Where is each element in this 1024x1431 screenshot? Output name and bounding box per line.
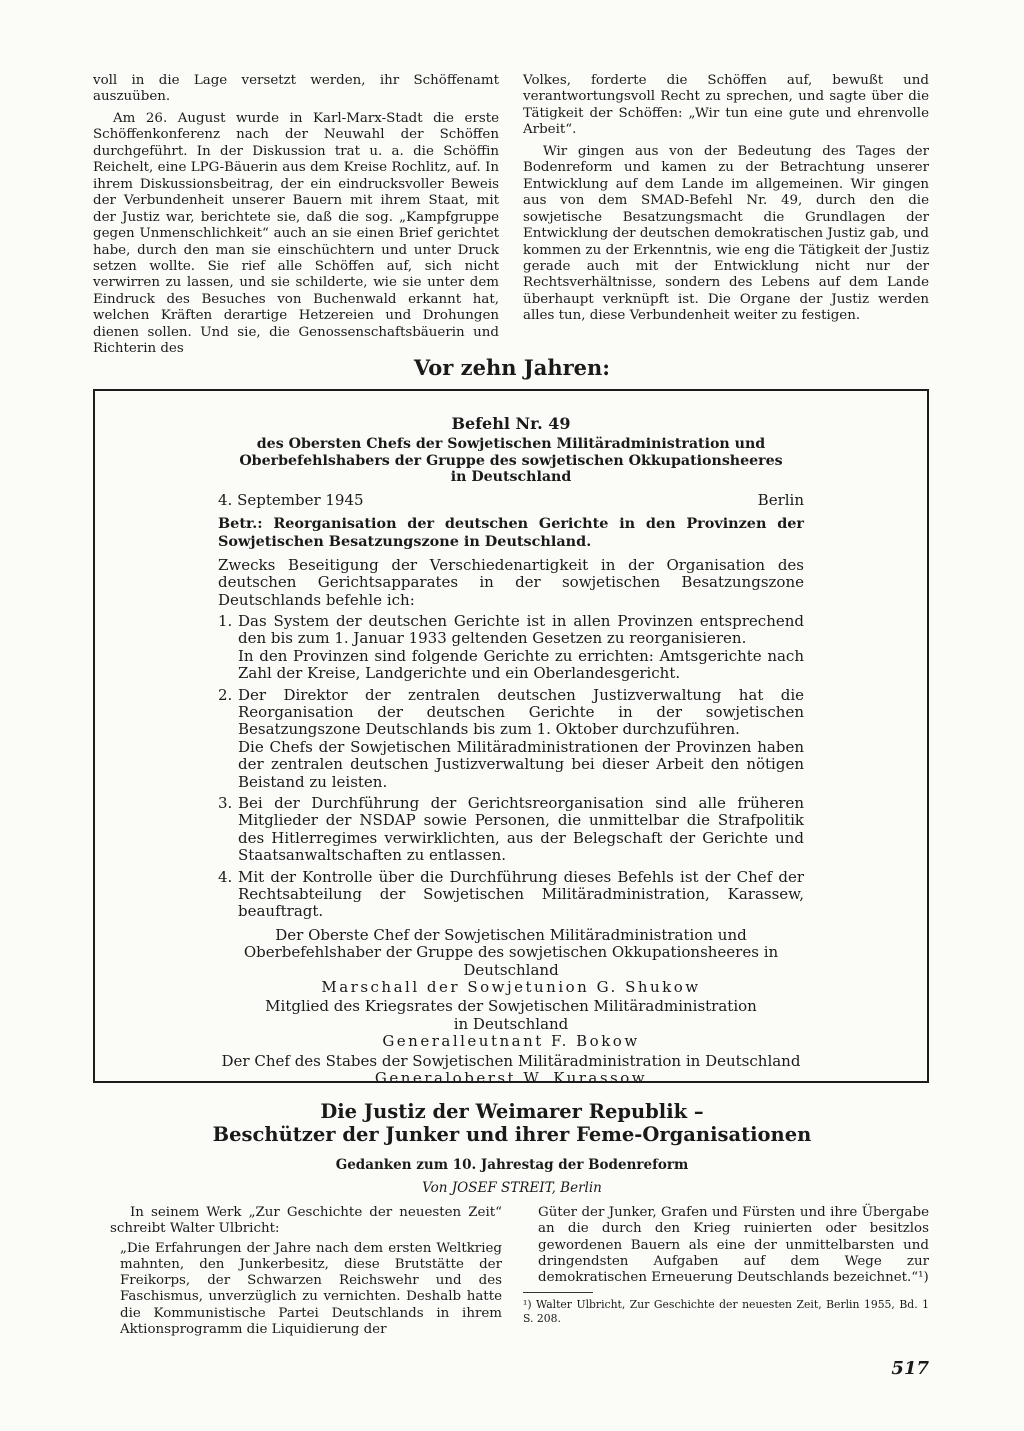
item-number: 4. [218,867,233,886]
order-content [218,414,804,1087]
paragraph: Wir gingen aus von der Bedeutung des Tages der Bodenreform und kamen zu der Betrachtung unserer Entwicklung auf dem Lande im allgemeinen. Wir gingen aus von dem SMAD-Befehl Nr. 49, durch den die sowjetische Besatzungsmacht die Grundlagen der Entwicklung der deutschen demokratischen Justiz gab, und kommen zu der Erkenntnis, wie eng die Tätigkeit der Justiz gerade auch mit der Entwicklung nicht nur der Rechtsverhältnisse, sondern des Lebens auf dem Lande überhaupt verknüpft ist. Die Organe der Justiz werden alles tun, diese Verbundenheit weiter zu festigen. [523,143,929,324]
order-intro: Zwecks Beseitigung der Verschiedenartigkeit in der Organisation des deutschen Gerichtsapparates in der sowjetischen Besatzungszone Deutschlands befehle ich: [218,555,804,609]
signature-block-2 [218,998,804,1050]
article-title [0,1100,1024,1146]
section-heading: Vor zehn Jahren: [413,355,611,380]
signature-text: Der Oberste Chef der Sowjetischen Militäradministration und Oberbefehlshaber der Gruppe des sowjetischen Okkupationsheeres in Deutschland [243,925,779,979]
item-text: Mit der Kontrolle über die Durchführung dieses Befehls ist der Chef der Rechtsabteilung der Sowjetischen Militäradministration, Karassew, beauftragt. [238,867,804,921]
order-item [218,795,804,865]
signature-block-3 [218,1053,804,1088]
order-items [218,613,804,921]
order-title: Befehl Nr. 49 [451,414,571,433]
order-item [218,869,804,921]
top-left-column [93,73,499,358]
issuer-line: Oberbefehlshabers der Gruppe des sowjetischen Okkupationsheeres [239,452,783,469]
signature-name: Generalleutnant F. Bokow [382,1032,640,1051]
order-place: Berlin [757,491,804,510]
article-left-column [110,1205,502,1338]
item-text: Bei der Durchführung der Gerichtsreorganisation sind alle früheren Mitglieder der NSDAP sowie Personen, die unmittelbar die Strafpolitik des Hitlerregimes verwirklichten, aus der Belegschaft der Gerichte und Staatsanwaltschaften zu entlassen. [238,793,804,865]
footnote-divider [523,1292,593,1293]
page-number: 517 [891,1358,929,1379]
article-subtitle: Gedanken zum 10. Jahrestag der Bodenreform [335,1157,689,1173]
order-item [218,613,804,683]
article-author: Von JOSEF STREIT, Berlin [422,1180,602,1196]
order-item [218,687,804,791]
article-title-line: Beschützer der Junker und ihrer Feme-Organisationen [212,1123,812,1146]
paragraph: voll in die Lage versetzt werden, ihr Schöffenamt auszuüben. [93,73,499,105]
item-number: 3. [218,793,233,812]
signature-text: Mitglied des Kriegsrates der Sowjetischen Militäradministration [265,997,757,1016]
footnote: ¹) Walter Ulbricht, Zur Geschichte der neuesten Zeit, Berlin 1955, Bd. 1 S. 208. [523,1298,929,1325]
item-text: In den Provinzen sind folgende Gerichte zu errichten: Amtsgerichte nach Zahl der Kreise, Landgerichte und ein Oberlandesgericht. [238,646,804,683]
article-title-line: Die Justiz der Weimarer Republik – [320,1100,704,1123]
signature-name: Marschall der Sowjetunion G. Shukow [321,978,701,997]
quote: „Die Erfahrungen der Jahre nach dem ersten Weltkrieg mahnten, den Junkerbesitz, diese Brutstätte der Freikorps, der Schwarzen Reichswehr und des Faschismus, unverzüglich zu vernichten. Deshalb hatte die Kommunistische Partei Deutschlands in ihrem Aktionsprogramm die Liquidierung der [120,1240,502,1338]
date-line [218,491,804,510]
top-right-column [523,73,929,325]
issuer-line: des Obersten Chefs der Sowjetischen Militäradministration und [256,436,766,452]
signature-text: in Deutschland [453,1014,569,1033]
signature-name: Generaloberst W. Kurassow [374,1069,648,1088]
paragraph: Am 26. August wurde in Karl-Marx-Stadt die erste Schöffenkonferenz nach der Neuwahl der Schöffen durchgeführt. In der Diskussion trat u. a. die Schöffin Reichelt, eine LPG-Bäuerin aus dem Kreise Rochlitz, auf. In ihrem Diskussionsbeitrag, der ein eindrucksvoller Beweis der Verbundenheit unserer Bauern mit ihrem Staat, mit der Justiz war, berichtete sie, daß die sog. „Kampfgruppe gegen Unmenschlichkeit“ auch an sie einen Brief gerichtet habe, durch den man sie einschüchtern und unter Druck setzen wollte. Sie rief alle Schöffen auf, sich nicht verwirren zu lassen, und sie schilderte, wie sie unter dem Eindruck des Besuches von Buchenwald erkannt hat, welchen Kräften derartige Hetzereien und Drohungen dienen sollen. Und sie, die Genossenschaftsbäuerin und Richterin des [93,110,499,357]
paragraph: Volkes, forderte die Schöffen auf, bewußt und verantwortungsvoll Recht zu sprechen, und sagte über die Tätigkeit der Schöffen: „Wir tun eine gute und ehrenvolle Arbeit“. [523,73,929,138]
order-date: 4. September 1945 [218,491,364,510]
item-text: Die Chefs der Sowjetischen Militäradministrationen der Provinzen haben der zentralen deutschen Justizverwaltung bei dieser Arbeit den nötigen Beistand zu leisten. [238,737,804,791]
paragraph: In seinem Werk „Zur Geschichte der neuesten Zeit“ schreibt Walter Ulbricht: [110,1205,502,1237]
item-text: Das System der deutschen Gerichte ist in allen Provinzen entsprechend den bis zum 1. Januar 1933 geltenden Gesetzen zu reorganisieren. [238,611,804,648]
order-subject: Betr.: Reorganisation der deutschen Gerichte in den Provinzen der Sowjetischen Besatzungszone in Deutschland. [218,515,804,550]
item-number: 1. [218,611,233,630]
signature-text: Der Chef des Stabes der Sowjetischen Militäradministration in Deutschland [221,1051,801,1070]
article-right-column [523,1205,929,1325]
signature-block-1 [218,927,804,997]
item-number: 2. [218,685,233,704]
order-issuer [218,436,804,486]
item-text: Der Direktor der zentralen deutschen Justizverwaltung hat die Reorganisation der deutschen Gerichte in der sowjetischen Besatzungszone Deutschlands bis zum 1. Oktober durchzuführen. [238,685,804,739]
issuer-line: in Deutschland [450,469,572,486]
paragraph: Güter der Junker, Grafen und Fürsten und ihre Übergabe an die durch den Krieg ruinierten oder besitzlos gewordenen Bauern als eine der unmittelbarsten und dringendsten Aufgaben auf dem Wege zur demokratischen Erneuerung Deutschlands bezeichnet.“¹) [538,1205,929,1286]
